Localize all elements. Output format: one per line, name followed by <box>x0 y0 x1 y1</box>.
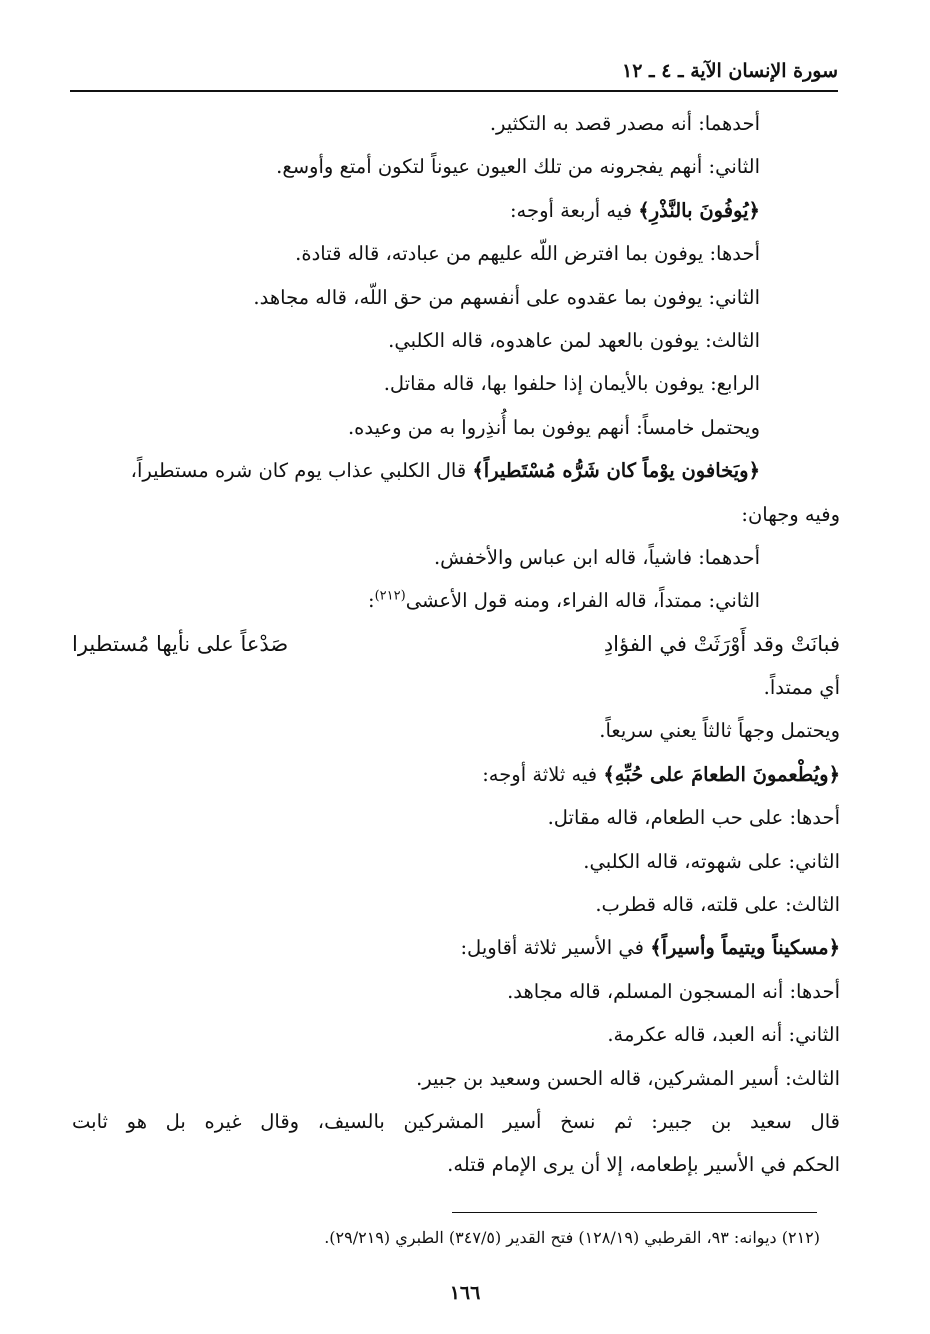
line-text: الثاني: يوفون بما عقدوه على أنفسهم من حق اللّه، قاله مجاهد. <box>253 285 760 309</box>
text-line <box>72 709 840 752</box>
line-text: الثاني: أنه العبد، قاله عكرمة. <box>607 1023 840 1047</box>
line-text: الحكم في الأسير بإطعامه، إلا أن يرى الإمام قتله. <box>447 1153 840 1177</box>
line-text: في الأسير ثلاثة أقاويل: <box>460 936 651 960</box>
line-text: الثالث: أسير المشركين، قاله الحسن وسعيد بن جبير. <box>416 1066 840 1090</box>
line-text: وفيه وجهان: <box>741 502 840 526</box>
line-text: الثاني: ممتداً، قاله الفراء، ومنه قول الأعشى <box>405 589 760 613</box>
text-line <box>72 970 840 1013</box>
line-text: أحدهما: أنه مصدر قصد به التكثير. <box>489 112 760 135</box>
text-line <box>72 102 840 145</box>
poem-verse <box>72 623 840 666</box>
line-text: أحدها: على حب الطعام، قاله مقاتل. <box>547 806 840 830</box>
line-text: ويحتمل وجهاً ثالثاً يعني سريعاً. <box>599 719 840 743</box>
text-line <box>72 406 840 449</box>
line-text: أحدها: يوفون بما افترض اللّه عليهم من عبادته، قاله قتادة. <box>295 242 760 266</box>
text-line <box>72 319 840 362</box>
poem-hemistich-second: صَدْعاً على نأيها مُستطيرا <box>72 631 289 656</box>
line-text: قال الكلبي عذاب يوم كان شره مستطيراً، <box>130 459 473 483</box>
line-text: الثالث: على قلته، قاله قطرب. <box>595 893 840 917</box>
line-text: أحدهما: فاشياً، قاله ابن عباس والأخفش. <box>433 545 760 569</box>
text-line <box>72 276 840 319</box>
line-text: الثاني: على شهوته، قاله الكلبي. <box>583 849 840 873</box>
line-text: فيه أربعة أوجه: <box>509 198 639 222</box>
line-text: : <box>368 589 375 613</box>
page-body <box>72 102 840 1187</box>
text-line <box>72 579 840 622</box>
footnote-ref: (٢١٢) <box>374 588 406 604</box>
quran-verse: ﴿ويَخافون يوْماً كان شَرُّه مُسْتَطيراً﴾ <box>472 459 760 483</box>
text-line <box>72 189 840 232</box>
text-line <box>72 1100 840 1143</box>
poem-hemistich-first: فبانَتْ وقد أَوْرَثَتْ في الفؤادِ <box>603 631 840 656</box>
page-number: ١٦٦ <box>449 1282 481 1304</box>
text-line <box>72 1057 840 1100</box>
quran-verse: ﴿مسكيناً ويتيماً وأسيراً﴾ <box>650 936 840 960</box>
text-line <box>72 840 840 883</box>
footnote-divider <box>452 1212 817 1213</box>
line-text: قال سعيد بن جبير: ثم نسخ أسير المشركين بالسيف، وقال غيره بل هو ثابت <box>72 1109 840 1133</box>
quran-verse: ﴿يُوفُونَ بالنَّذْرِ﴾ <box>638 198 760 222</box>
text-line <box>72 666 840 709</box>
text-line <box>72 536 840 579</box>
line-text: الثاني: أنهم يفجرونه من تلك العيون عيوناً لتكون أمتع وأوسع. <box>276 155 760 179</box>
running-header-title: سورة الإنسان الآية ـ ٤ ـ ١٢ <box>621 60 838 82</box>
line-text: أي ممتداً. <box>763 676 840 700</box>
line-text: الرابع: يوفون بالأيمان إذا حلفوا بها، قاله مقاتل. <box>383 372 760 396</box>
quran-verse: ﴿ويُطْعمونَ الطعامَ على حُبِّهِ﴾ <box>603 762 840 786</box>
footnote: (٢١٢) ديوانه: ٩٣، القرطبي (١٢٨/١٩) فتح القدير (٣٤٧/٥) الطبري (٢٩/٢١٩). <box>324 1228 820 1247</box>
text-line <box>72 1013 840 1056</box>
line-text: الثالث: يوفون بالعهد لمن عاهدوه، قاله الكلبي. <box>388 328 760 352</box>
running-header <box>70 50 838 92</box>
text-line <box>72 493 840 536</box>
line-text: ويحتمل خامساً: أنهم يوفون بما أُنذِروا به من وعيده. <box>347 415 760 439</box>
text-line <box>72 449 840 492</box>
text-line <box>72 883 840 926</box>
text-line <box>72 796 840 839</box>
line-text: أحدها: أنه المسجون المسلم، قاله مجاهد. <box>507 979 840 1003</box>
text-line <box>72 1143 840 1186</box>
text-line <box>72 362 840 405</box>
text-line <box>72 232 840 275</box>
text-line <box>72 145 840 188</box>
text-line <box>72 926 840 969</box>
text-line <box>72 753 840 796</box>
line-text: فيه ثلاثة أوجه: <box>482 762 604 786</box>
